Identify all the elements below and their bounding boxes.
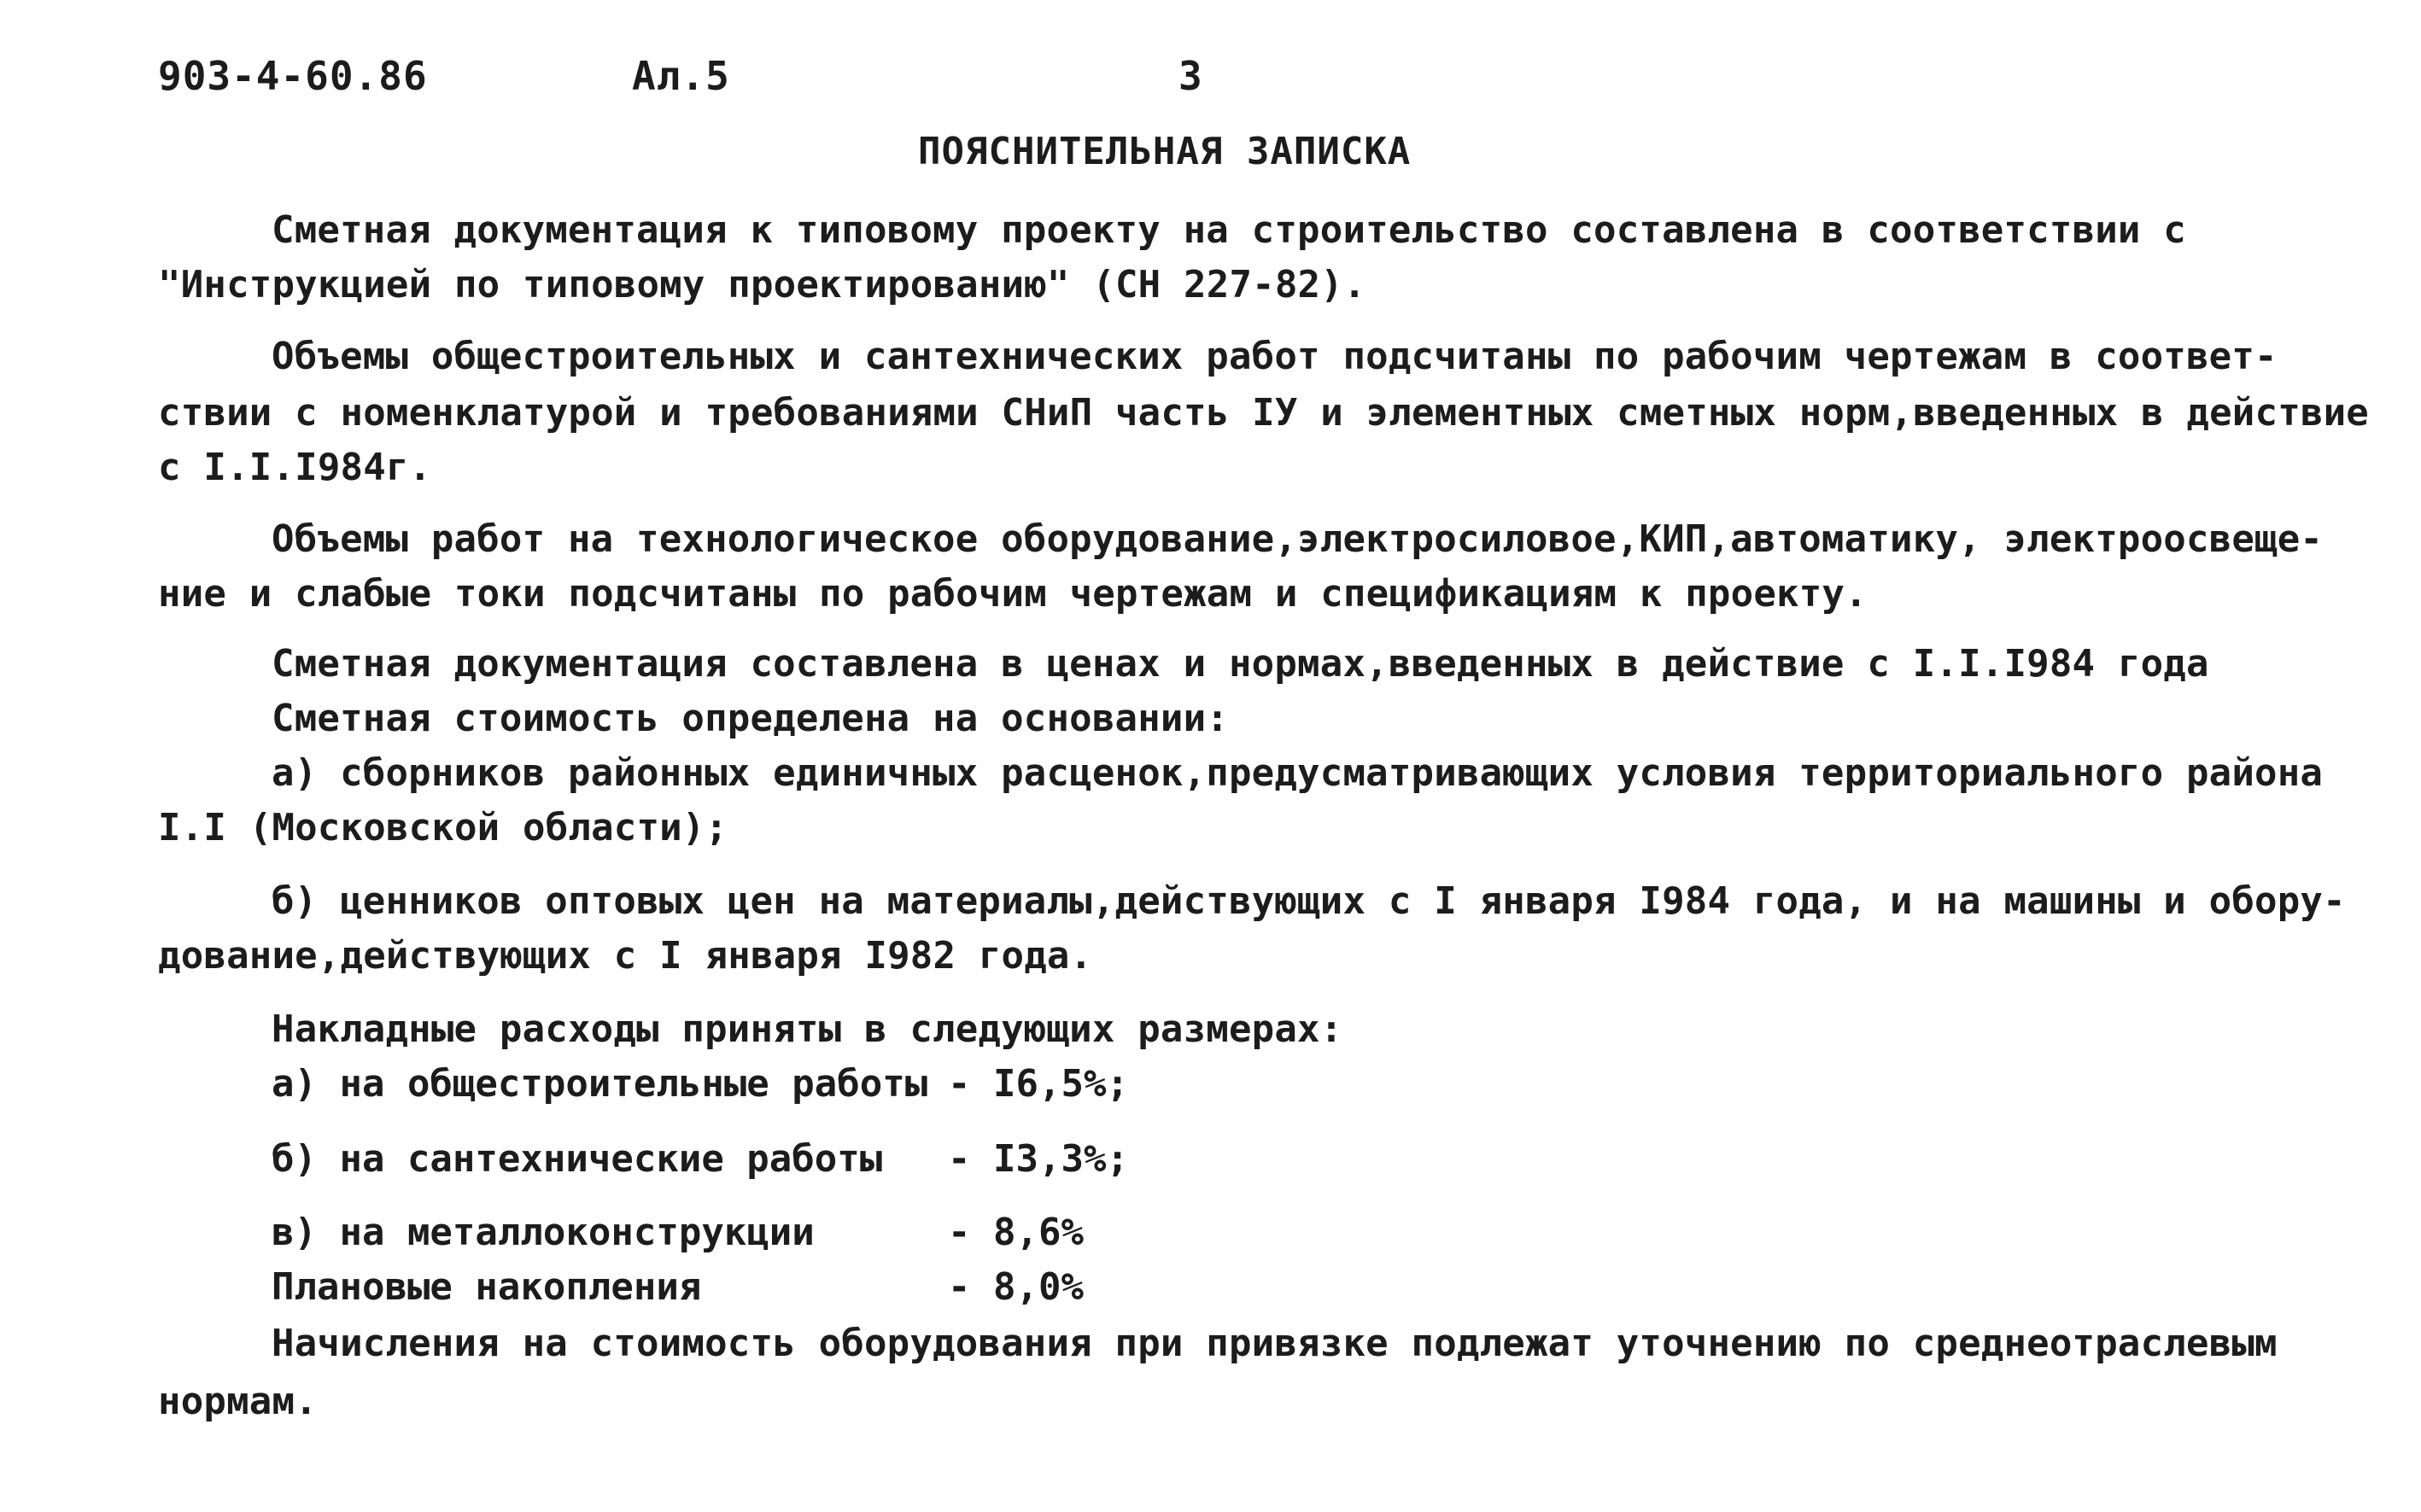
page-title: ПОЯСНИТЕЛЬНАЯ ЗАПИСКА [918,130,1412,173]
paragraph-4-line-4: I.I (Московской области); [158,806,728,849]
rate-value: - I6,5%; [948,1062,1129,1106]
paragraph-1-line-1: Сметная документация к типовому проекту на строительство составлена в соответствии с [272,208,2186,252]
paragraph-2-line-3: с I.I.I984г. [158,446,432,489]
paragraph-3-line-2: ние и слабые токи подсчитаны по рабочим чертежам и спецификациям к проекту. [158,572,1868,616]
paragraph-3-line-1: Объемы работ на технологическое оборудование,электросиловое,КИП,автоматику, электроосвеще- [272,517,2324,561]
paragraph-1-line-2: "Инструкцией по типовому проектированию" (СН 227-82). [158,263,1366,306]
closing-line-2: нормам. [158,1380,318,1423]
paragraph-5-line-2: дование,действующих с I января I982 года. [158,934,1093,978]
rate-label: а) на общестроительные работы [272,1062,928,1106]
paragraph-4-line-1: Сметная документация составлена в ценах и нормах,введенных в действие с I.I.I984 года [272,642,2209,686]
page-number: 3 [1178,53,1203,99]
rate-label: в) на металлоконструкции [272,1211,815,1254]
rate-value: - I3,3%; [948,1137,1129,1181]
paragraph-2-line-2: ствии с номенклатурой и требованиями СНиП часть IУ и элементных сметных норм,введенных в действие [158,391,2369,435]
paragraph-4-line-2: Сметная стоимость определена на основании: [272,697,1229,740]
paragraph-6-line-1: Накладные расходы приняты в следующих размерах: [272,1007,1343,1051]
paragraph-2-line-1: Объемы общестроительных и сантехнических работ подсчитаны по рабочим чертежам в соответ- [272,335,2278,378]
document-code: 903-4-60.86 [158,53,428,99]
sheet-label: Ал.5 [632,53,730,99]
rate-value: - 8,0% [948,1265,1084,1309]
rate-label: Плановые накопления [272,1265,702,1309]
rate-value: - 8,6% [948,1211,1084,1254]
rate-label: б) на сантехнические работы [272,1137,883,1181]
closing-line-1: Начисления на стоимость оборудования при привязке подлежат уточнению по среднеотраслевым [272,1322,2278,1365]
paragraph-4-line-3: а) сборников районных единичных расценок,предусматривающих условия территориального района [272,751,2324,795]
paragraph-5-line-1: б) ценников оптовых цен на материалы,действующих с I января I984 года, и на машины и обору- [272,879,2346,923]
